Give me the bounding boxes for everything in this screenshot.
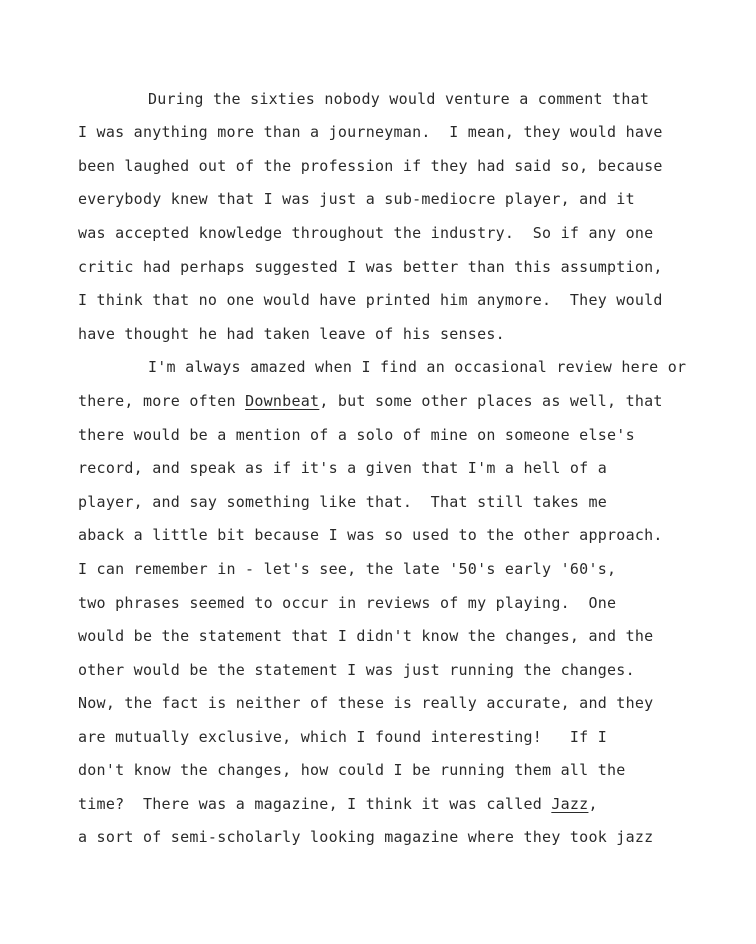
text-segment: , but some other places as well, that bbox=[319, 392, 663, 410]
text-line: I was anything more than a journeyman. I mean, they would have bbox=[78, 123, 663, 141]
text-line: been laughed out of the profession if they had said so, because bbox=[78, 157, 663, 175]
text-line: there would be a mention of a solo of mine on someone else's bbox=[78, 426, 635, 444]
text-segment: , bbox=[588, 795, 598, 813]
text-line: are mutually exclusive, which I found interesting! If I bbox=[78, 728, 608, 746]
text-line: critic had perhaps suggested I was better than this assumption, bbox=[78, 258, 663, 276]
underlined-title-downbeat: Downbeat bbox=[245, 392, 320, 410]
text-line: was accepted knowledge throughout the industry. So if any one bbox=[78, 224, 654, 242]
text-line: aback a little bit because I was so used to the other approach. bbox=[78, 526, 663, 544]
text-segment: there, more often bbox=[78, 392, 246, 410]
text-line: record, and speak as if it's a given that I'm a hell of a bbox=[78, 459, 608, 477]
text-line: Now, the fact is neither of these is really accurate, and they bbox=[78, 694, 654, 712]
text-line: two phrases seemed to occur in reviews of my playing. One bbox=[78, 594, 617, 612]
text-line: During the sixties nobody would venture a comment that bbox=[148, 90, 650, 108]
text-line: would be the statement that I didn't know the changes, and the bbox=[78, 627, 654, 645]
text-line: other would be the statement I was just running the changes. bbox=[78, 661, 635, 679]
underlined-title-jazz: Jazz bbox=[551, 795, 589, 813]
text-line bbox=[78, 797, 598, 812]
text-line: everybody knew that I was just a sub-mediocre player, and it bbox=[78, 190, 635, 208]
text-segment: time? There was a magazine, I think it was called bbox=[78, 795, 552, 813]
text-line: player, and say something like that. That still takes me bbox=[78, 493, 608, 511]
text-line: don't know the changes, how could I be running them all the bbox=[78, 761, 626, 779]
text-line: I'm always amazed when I find an occasional review here or bbox=[148, 358, 687, 376]
text-line: I think that no one would have printed him anymore. They would bbox=[78, 291, 663, 309]
text-line bbox=[78, 394, 663, 409]
text-line: a sort of semi-scholarly looking magazine where they took jazz bbox=[78, 828, 654, 846]
text-line: have thought he had taken leave of his senses. bbox=[78, 325, 505, 343]
text-line: I can remember in - let's see, the late '50's early '60's, bbox=[78, 560, 617, 578]
